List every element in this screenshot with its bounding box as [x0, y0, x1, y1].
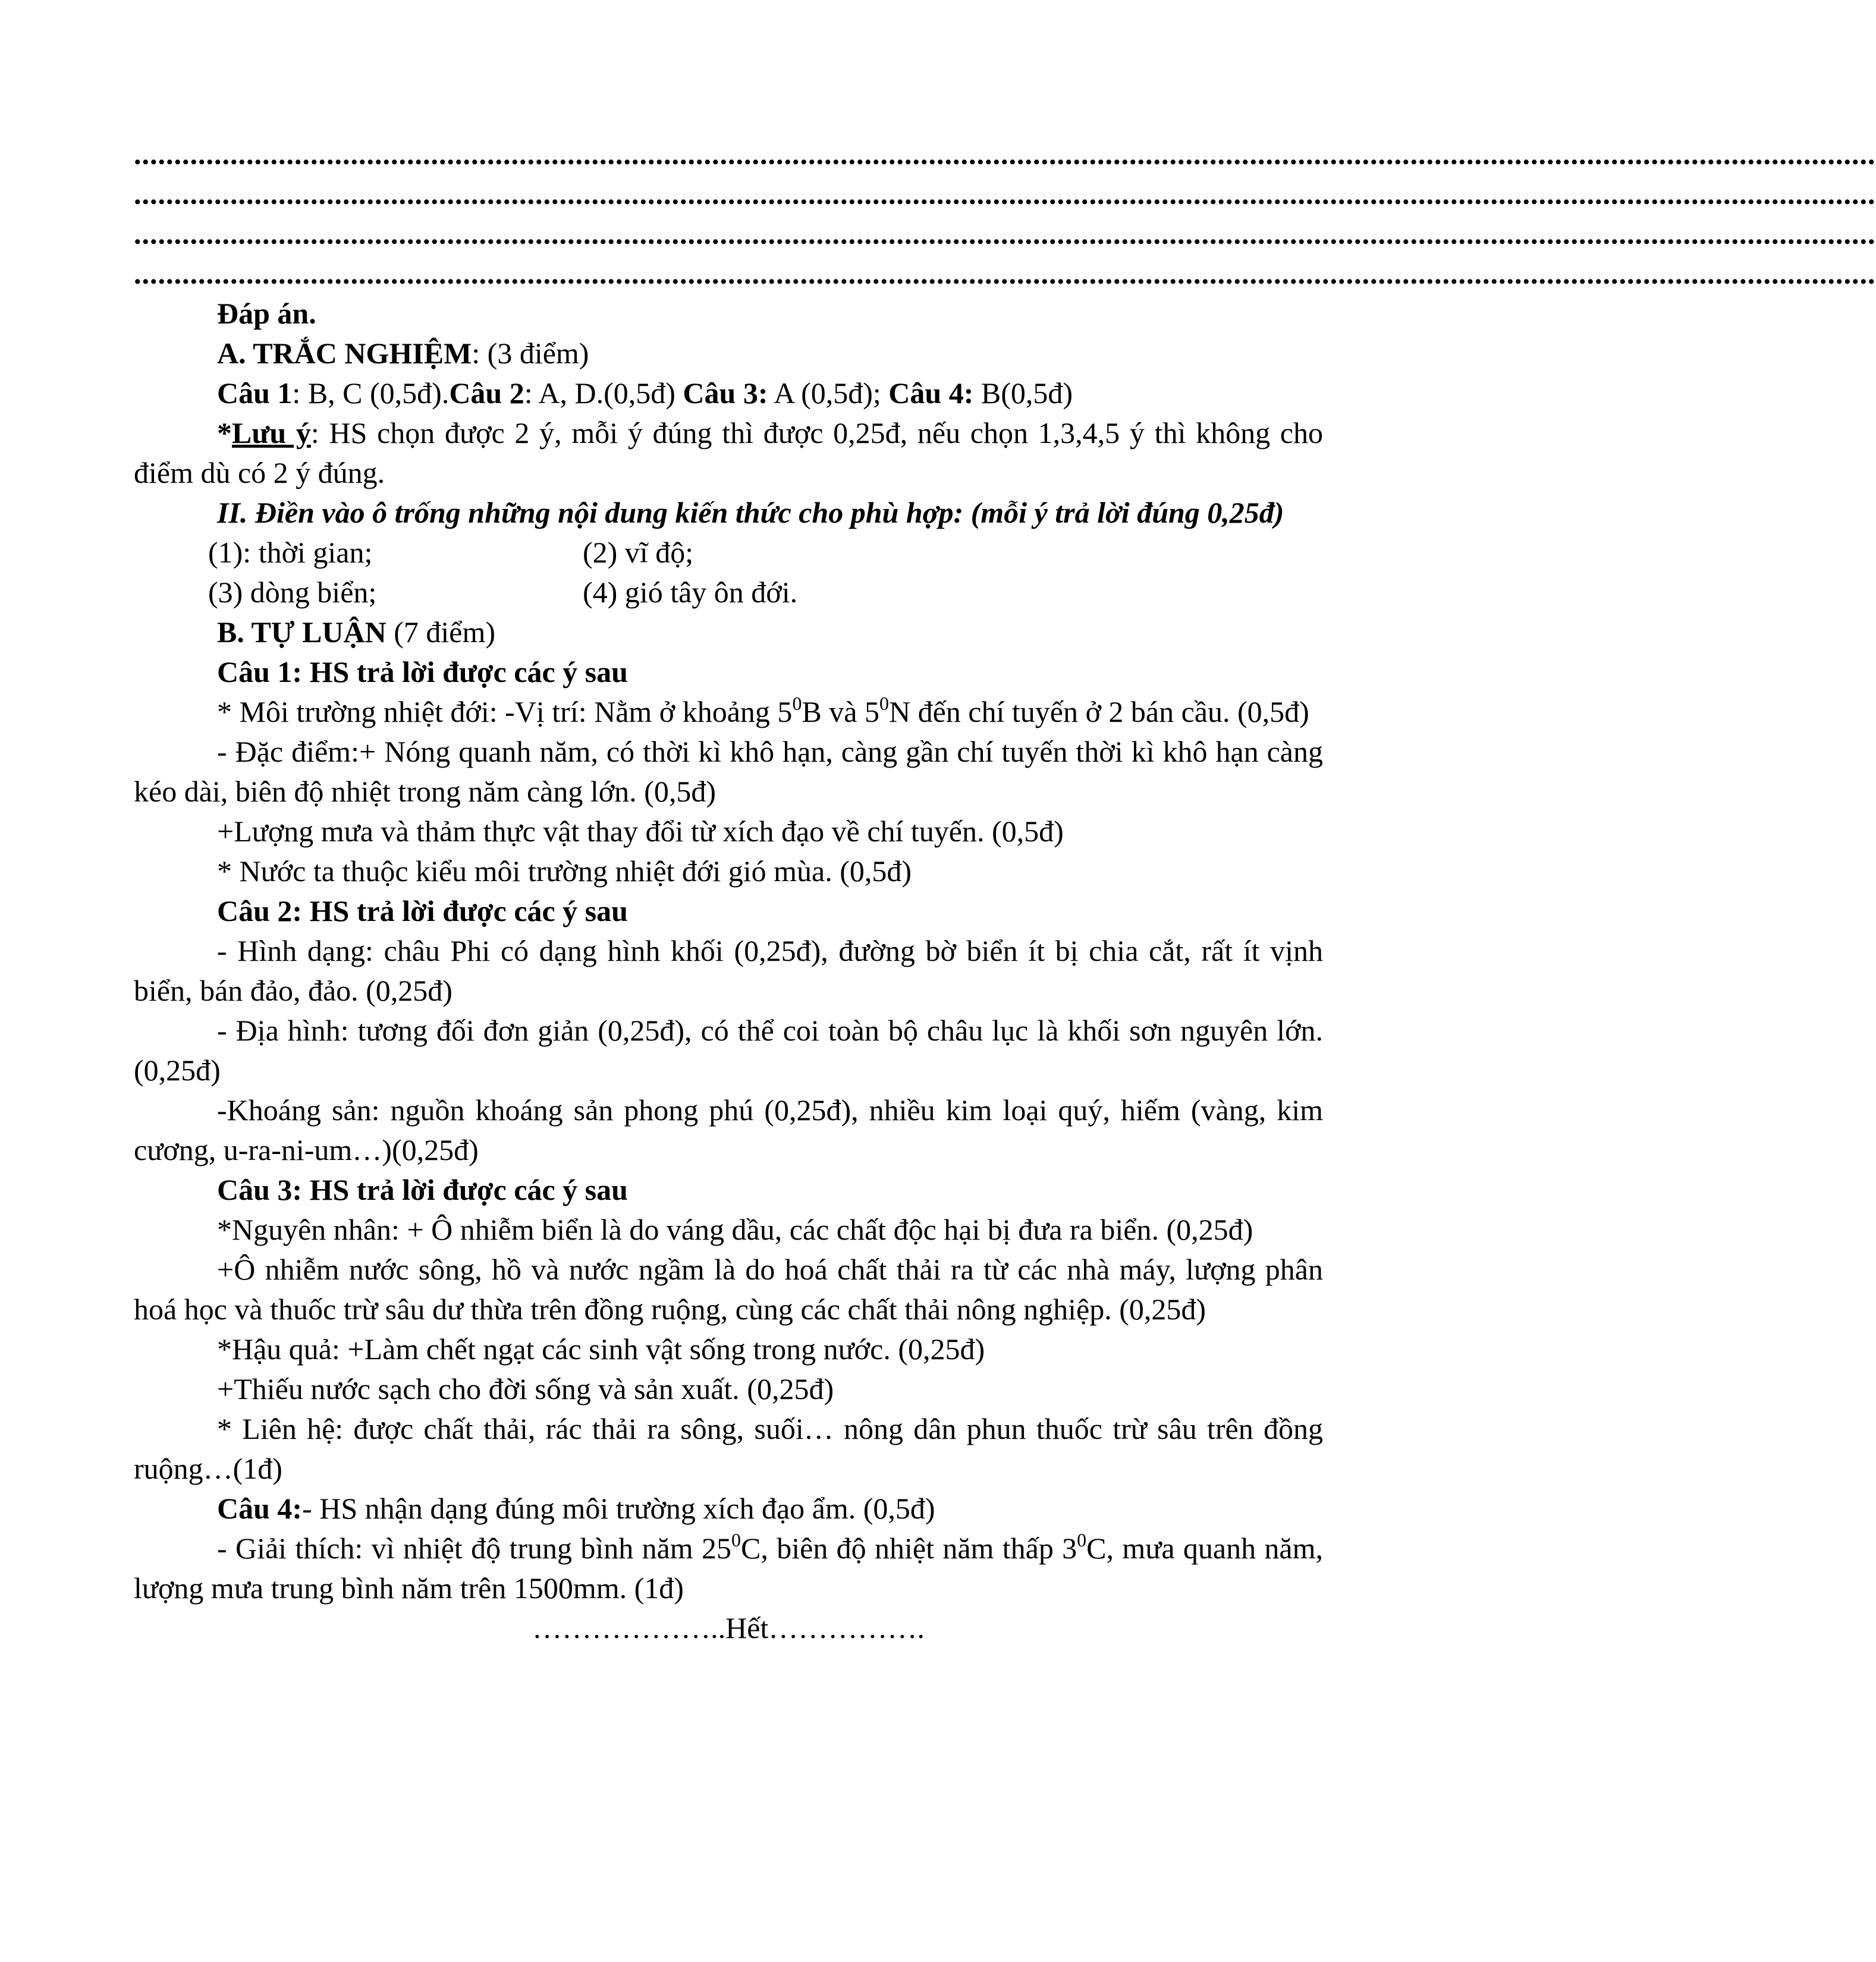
q2-label: Câu 2 [449, 376, 524, 410]
q2-line-1: - Hình dạng: châu Phi có dạng hình khối (0,25đ), đường bờ biển ít bị chia cắt, rất ít vịnh biển, bán đảo, đảo. (0,25đ) [134, 934, 1323, 1007]
q3-label: Câu 3: [683, 376, 768, 410]
q2-line-2: - Địa hình: tương đối đơn giản (0,25đ), có thể coi toàn bộ châu lục là khối sơn nguyên lớn.(0,25đ) [134, 1014, 1323, 1087]
q4-answer: B(0,5đ) [973, 376, 1073, 410]
q1-answer: : B, C (0,5đ). [292, 376, 450, 410]
q3-heading-text: : HS trả lời được các ý sau [292, 1173, 628, 1206]
q3-line-1: *Nguyên nhân: + Ô nhiễm biển là do váng dầu, các chất độc hại bị đưa ra biển. (0,25đ) [217, 1213, 1253, 1246]
multiple-choice-answers [134, 373, 1323, 413]
section-a-label: A. TRẮC NGHIỆM [217, 337, 472, 370]
q1-text: N đến chí tuyến ở 2 bán cầu. (0,5đ) [888, 695, 1309, 728]
fill-item: (4) gió tây ôn đới. [583, 576, 798, 609]
dotted-line-1: ......................................................................................................................................................................................................................... [134, 137, 1876, 171]
q3-answer: A (0,5đ); [768, 376, 889, 410]
q4-text: - Giải thích: vì nhiệt độ trung bình năm 25 [217, 1532, 732, 1565]
q4-line-1 [134, 1489, 1323, 1529]
dotted-line-3: ......................................................................................................................................................................................................................... [134, 217, 1876, 250]
note-text: : HS chọn được 2 ý, mỗi ý đúng thì được 0,25đ, nếu chọn 1,3,4,5 ý thì không cho điểm dù có 2 ý đúng. [134, 416, 1323, 489]
q2-line-3: -Khoáng sản: nguồn khoáng sản phong phú (0,25đ), nhiều kim loại quý, hiếm (vàng, kim cương, u-ra-ni-um…)(0,25đ) [134, 1093, 1323, 1166]
q3-line-4: +Thiếu nước sạch cho đời sống và sản xuất. (0,25đ) [217, 1372, 834, 1406]
note-star: * [217, 416, 232, 449]
section-ii-heading: II. Điền vào ô trống những nội dung kiến thức cho phù hợp: (mỗi ý trả lời đúng 0,25đ) [217, 496, 1284, 529]
dotted-line-2: ......................................................................................................................................................................................................................... [134, 177, 1876, 210]
note-paragraph [134, 413, 1323, 493]
q1-line-1 [134, 692, 1323, 732]
q2-heading: Câu 2: HS trả lời được các ý sau [217, 894, 628, 927]
q3-line-2: +Ô nhiễm nước sông, hồ và nước ngầm là do hoá chất thải ra từ các nhà máy, lượng phân hoá học và thuốc trừ sâu dư thừa trên đồng ruộng, cùng các chất thải nông nghiệp. (0,25đ) [134, 1253, 1323, 1326]
degree-sup: 0 [792, 693, 802, 714]
fill-item: (1): thời gian; [208, 536, 373, 569]
q1-label: Câu 1 [217, 376, 293, 410]
fill-answers [134, 533, 1323, 612]
q2-answer: : A, D.(0,5đ) [524, 376, 683, 410]
fill-item: (3) dòng biển; [208, 576, 377, 609]
q3-line-5: * Liên hệ: được chất thải, rác thải ra sông, suối… nông dân phun thuốc trừ sâu trên đồng ruộng…(1đ) [134, 1412, 1323, 1485]
q4-heading: Câu 4: [217, 1492, 303, 1525]
q3-line-3: *Hậu quả: +Làm chết ngạt các sinh vật sống trong nước. (0,25đ) [217, 1332, 985, 1366]
section-b-points: (7 điểm) [386, 615, 496, 649]
q4-text: C, biên độ nhiệt năm thấp 3 [741, 1532, 1077, 1565]
q1-text: B và 5 [802, 695, 879, 728]
end-marker: ………………..Hết……………. [532, 1611, 925, 1645]
q1-text: * Môi trường nhiệt đới: -Vị trí: Nằm ở khoảng 5 [217, 695, 793, 728]
degree-sup: 0 [731, 1529, 741, 1551]
q3-label: Câu 3 [217, 1173, 293, 1206]
degree-sup: 0 [1077, 1529, 1087, 1551]
q1-heading: Câu 1: HS trả lời được các ý sau [217, 655, 628, 688]
degree-sup: 0 [879, 693, 889, 714]
q3-heading [134, 1170, 1323, 1210]
document-page [134, 134, 1876, 1648]
q1-line-4: * Nước ta thuộc kiểu môi trường nhiệt đới gió mùa. (0,5đ) [217, 854, 912, 888]
section-b-label: B. TỰ LUẬN [217, 615, 386, 649]
q4-text: - HS nhận dạng đúng môi trường xích đạo ẩm. (0,5đ) [302, 1492, 935, 1525]
note-label: Lưu ý [232, 416, 311, 449]
answer-title: Đáp án. [217, 297, 316, 330]
q4-text: C, mưa quanh năm, lượng mưa trung bình năm trên 1500mm. (1đ) [134, 1532, 1323, 1605]
q4-label: Câu 4: [888, 376, 974, 410]
dotted-line-4: ......................................................................................................................................................................................................................... [134, 257, 1876, 290]
q1-line-3: +Lượng mưa và thảm thực vật thay đổi từ xích đạo về chí tuyến. (0,5đ) [217, 815, 1064, 848]
section-a-heading [134, 334, 1323, 373]
q4-line-2 [134, 1529, 1323, 1608]
section-a-points: : (3 điểm) [472, 337, 589, 370]
fill-item: (2) vĩ độ; [583, 536, 694, 569]
section-b-heading [134, 612, 1323, 652]
q1-line-2: - Đặc điểm:+ Nóng quanh năm, có thời kì khô hạn, càng gần chí tuyến thời kì khô hạn càng kéo dài, biên độ nhiệt trong năm càng lớn. (0,5đ) [134, 735, 1323, 808]
